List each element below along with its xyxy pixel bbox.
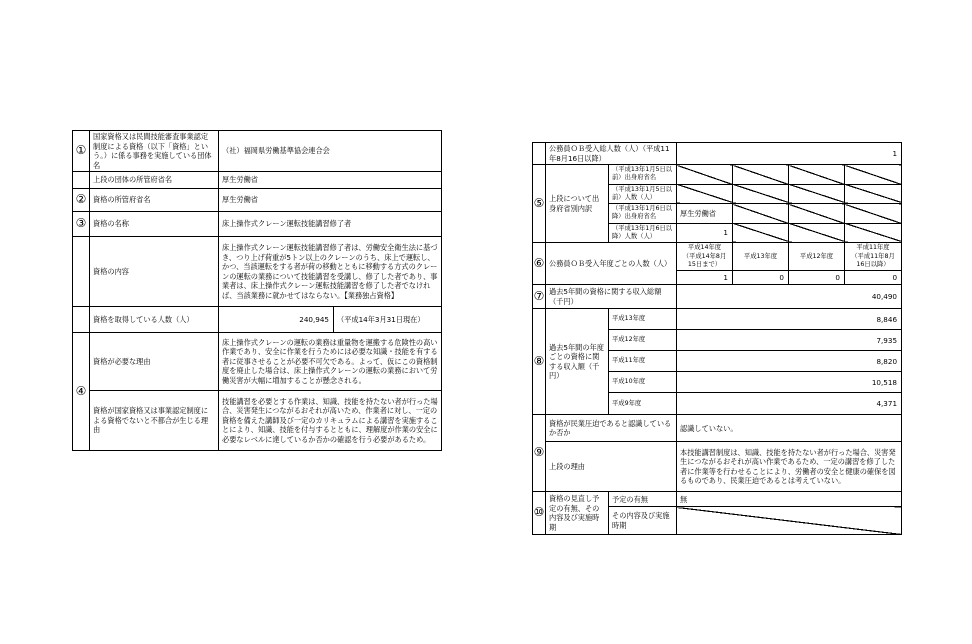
- row-number-5: ⑤: [533, 165, 546, 243]
- income-year-label: 平成11年度: [609, 351, 677, 372]
- income-yearly-label: 過去5年間の年度ごとの資格に関する収入額（千円）: [546, 309, 609, 415]
- income-year-value: 4,371: [677, 393, 902, 415]
- plan-value: 無: [677, 492, 902, 507]
- plan-detail-value: [677, 507, 902, 535]
- row-number-4: ④: [73, 333, 90, 451]
- ob-yearly-label: 公務員ＯＢ受入年度ごとの人数（人）: [546, 243, 677, 285]
- row-number-9: ⑨: [533, 415, 546, 492]
- holders-label: 資格を取得している人数（人）: [90, 307, 219, 333]
- year-h14-label: 平成14年度: [687, 244, 722, 252]
- income-year-value: 10,518: [677, 372, 902, 393]
- qualification-name-label: 資格の名称: [90, 212, 219, 237]
- qualification-ministry-value: 厚生労働省: [219, 189, 442, 212]
- income-total-label: 過去5年間の資格に関する収入総額（千円）: [546, 285, 677, 309]
- org-ministry-label: 上段の団体の所管府省名: [90, 172, 219, 189]
- inconvenience-value: 技能講習を必要とする作業は、知識、技能を持たない者が行った場合、災害発生につながるおそれが高いため、作業者に対し、一定の資格を備えた講師及び一定のカリキュラムによる講習を実施することにより、知識、技能を付与するとともに、理解度が作業の安全に必要なレベルに達しているか否かの確認を行う必要があるため。: [219, 391, 442, 451]
- private-reason-label: 上段の理由: [546, 442, 677, 492]
- year-h14-note: （平成14年8月15日まで）: [682, 252, 727, 268]
- holders-note: （平成14年3月31日現在）: [334, 307, 442, 333]
- row-number-8: ⑧: [533, 309, 546, 415]
- income-total-value: 40,490: [677, 285, 902, 309]
- origin-count-after-value: 1: [677, 223, 733, 243]
- row-number-10: ⑩: [533, 492, 546, 535]
- income-year-value: 8,846: [677, 309, 902, 330]
- income-year-label: 平成13年度: [609, 309, 677, 330]
- plan-detail-label: その内容及び実施時期: [609, 507, 677, 535]
- year-h11-note: （平成11年8月16日以降）: [851, 252, 895, 268]
- origin-count-after-label: （平成13年1月6日以降）人数（人）: [609, 223, 677, 243]
- income-year-label: 平成9年度: [609, 393, 677, 415]
- origin-ministry-before-label: （平成13年1月5日以前）出身府省名: [609, 165, 677, 185]
- org-name-label: 国家資格又は民間技能審査事業認定制度による資格（以下「資格」という。）に係る事務を実施している団体名: [90, 131, 219, 172]
- review-label: 資格の見直し予定の有無、その内容及び実施時期: [546, 492, 609, 535]
- year-h11-value: 0: [845, 271, 902, 285]
- origin-ministry-after-label: （平成13年1月6日以降）出身府省名: [609, 204, 677, 224]
- origin-count-before-label: （平成13年1月5日以前）人数（人）: [609, 184, 677, 204]
- inconvenience-label: 資格が国家資格又は事業認定制度による資格でないと不都合が生じる理由: [90, 391, 219, 451]
- year-h13-value: 0: [733, 271, 789, 285]
- origin-breakdown-label: 上段について出身府省別内訳: [546, 165, 609, 243]
- year-h12-value: 0: [789, 271, 845, 285]
- necessity-label: 資格が必要な理由: [90, 333, 219, 391]
- holders-value: 240,945: [219, 307, 334, 333]
- necessity-value: 床上操作式クレーンの運転の業務は重量物を運搬する危険性の高い作業であり、安全に作業を行うためには必要な知識・技能を有する者に従事させることが必要不可欠である。よって、仮にこの資格制度を廃止した場合は、床上操作式クレーンの運転の業務において労働災害が大幅に増加することが懸念される。: [219, 333, 442, 391]
- year-h12-label: 平成12年度: [789, 243, 845, 271]
- ob-total-label: 公務員ＯＢ受入総人数（人）（平成11年8月16日以降）: [546, 143, 677, 165]
- left-form-table: [72, 130, 442, 451]
- year-h14-value: 1: [677, 271, 733, 285]
- private-pressure-value: 認識していない。: [677, 415, 902, 442]
- row-number-1: ①: [73, 131, 90, 172]
- origin-ministry-after-value: 厚生労働省: [677, 204, 733, 224]
- qualification-content-label: 資格の内容: [90, 237, 219, 307]
- ob-total-value: 1: [677, 143, 902, 165]
- qualification-content-value: 床上操作式クレーン運転技能講習修了者は、労働安全衛生法に基づき、つり上げ荷重が5トン以上のクレーンのうち、床上で運転し、かつ、当該運転をする者が荷の移動とともに移動する方式のクレーンの運転の業務について技能講習を受講し、修了した者であり、事業者は、床上操作式クレーン運転技能講習を修了した者でなければ、当該業務に就かせてはならない。【業務独占資格】: [219, 237, 442, 307]
- right-form-table: [532, 142, 902, 535]
- private-reason-value: 本技能講習制度は、知識、技能を持たない者が行った場合、災害発生につながるおそれが高い作業であるため、一定の講習を修了した者に作業等を行わせることにより、労働者の安全と健康の確保を図るものであり、民業圧迫であるとは考えていない。: [677, 442, 902, 492]
- income-year-value: 8,820: [677, 351, 902, 372]
- qualification-ministry-label: 資格の所管府省名: [90, 189, 219, 212]
- row-number-2: ②: [73, 189, 90, 212]
- income-year-label: 平成12年度: [609, 330, 677, 351]
- org-name-value: （社）福岡県労働基準協会連合会: [219, 131, 442, 172]
- year-h13-label: 平成13年度: [733, 243, 789, 271]
- org-ministry-value: 厚生労働省: [219, 172, 442, 189]
- row-number-7: ⑦: [533, 285, 546, 309]
- income-year-label: 平成10年度: [609, 372, 677, 393]
- qualification-name-value: 床上操作式クレーン運転技能講習修了者: [219, 212, 442, 237]
- plan-label: 予定の有無: [609, 492, 677, 507]
- year-h11-label: 平成11年度: [856, 244, 890, 252]
- private-pressure-label: 資格が民業圧迫であると認識しているか否か: [546, 415, 677, 442]
- row-number-6: ⑥: [533, 243, 546, 285]
- row-number-3: ③: [73, 212, 90, 237]
- income-year-value: 7,935: [677, 330, 902, 351]
